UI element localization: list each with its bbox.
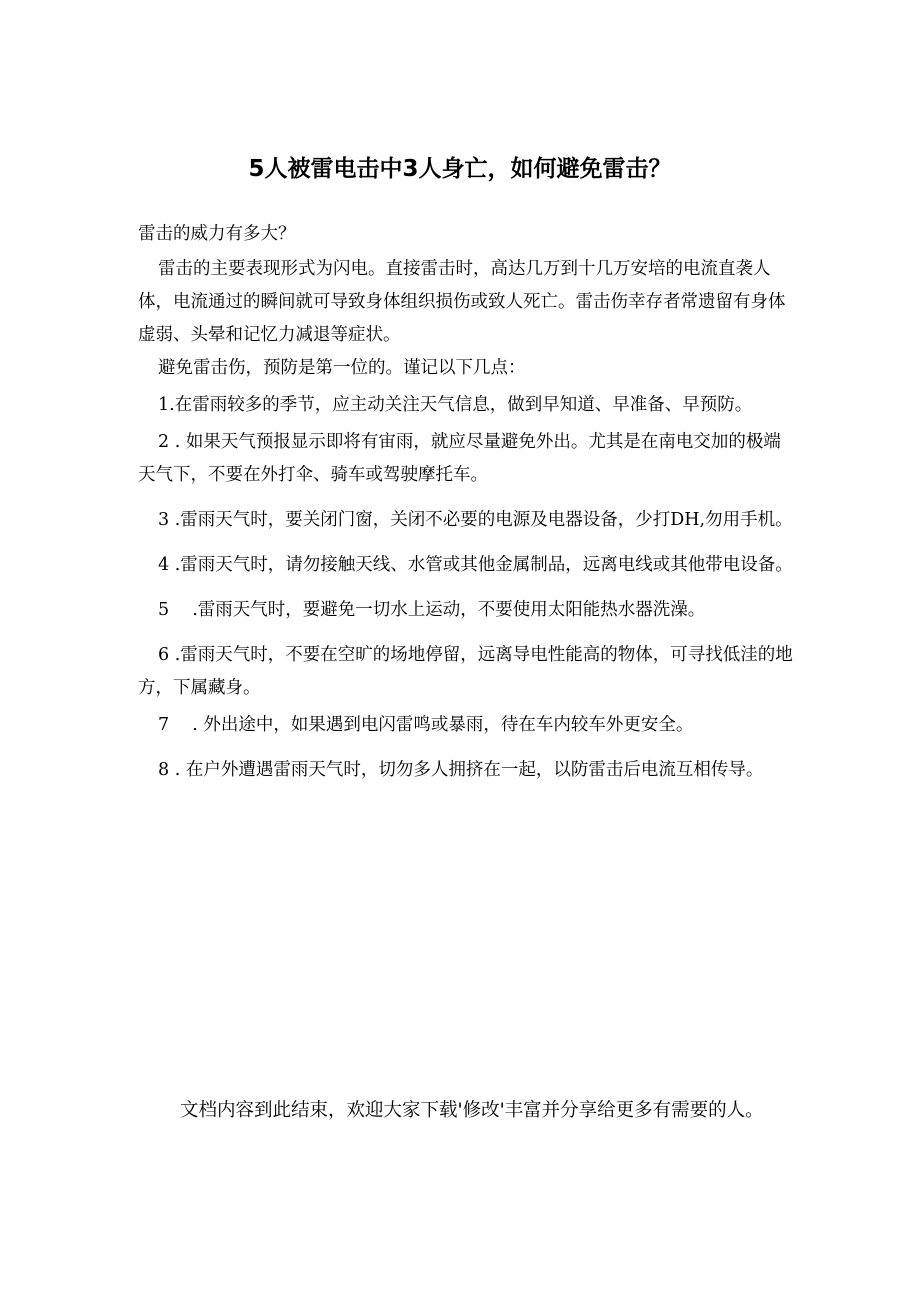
- intro-paragraph: 雷击的主要表现形式为闪电。直接雷击时，高达几万到十几万安培的电流直袭人体，电流通过的瞬间就可导致身体组织损伤或致人死亡。雷击伤幸存者常遗留有身体虚弱、头晕和记忆力减退等症状。: [138, 259, 786, 345]
- list-item: 6 .雷雨天气时，不要在空旷的场地停留，远离导电性能高的物体，可寻找低洼的地方，下属藏身。: [138, 645, 793, 698]
- prevention-lead-paragraph: 避免雷击伤，预防是第一位的。谨记以下几点：: [158, 358, 526, 378]
- article-body: [138, 218, 798, 787]
- list-item: 2 . 如果天气预报显示即将有宙雨，就应尽量避免外出。尤其是在南电交加的极端天气下，不要在外打伞、骑车或驾驶摩托车。: [138, 432, 781, 485]
- list-item: 1.在雷雨较多的季节，应主动关注天气信息，做到早知道、早准备、早预防。: [158, 395, 753, 415]
- footer-note: 文档内容到此结束，欢迎大家下载'修改'丰富并分享给更多有需要的人。: [180, 1100, 764, 1121]
- section-heading: 雷击的威力有多大？: [138, 224, 296, 244]
- list-item: 7 . 外出途中，如果遇到电闪雷鸣或暴雨，待在车内较车外更安全。: [158, 715, 694, 735]
- page-title: 5人被雷电击中3人身亡，如何避免雷击？: [248, 156, 672, 182]
- list-item: 4 .雷雨天气时，请勿接触天线、水管或其他金属制品，远离电线或其他带电设备。: [158, 555, 793, 575]
- list-item: 8 . 在户外遭遇雷雨天气时，切勿多人拥挤在一起，以防雷击后电流互相传导。: [158, 760, 764, 780]
- list-item: 3 .雷雨天气时，要关闭门窗，关闭不必要的电源及电器设备，少打DH,勿用手机。: [158, 510, 793, 530]
- list-item: 5 .雷雨天气时，要避免一切水上运动，不要使用太阳能热水器洗澡。: [158, 600, 706, 620]
